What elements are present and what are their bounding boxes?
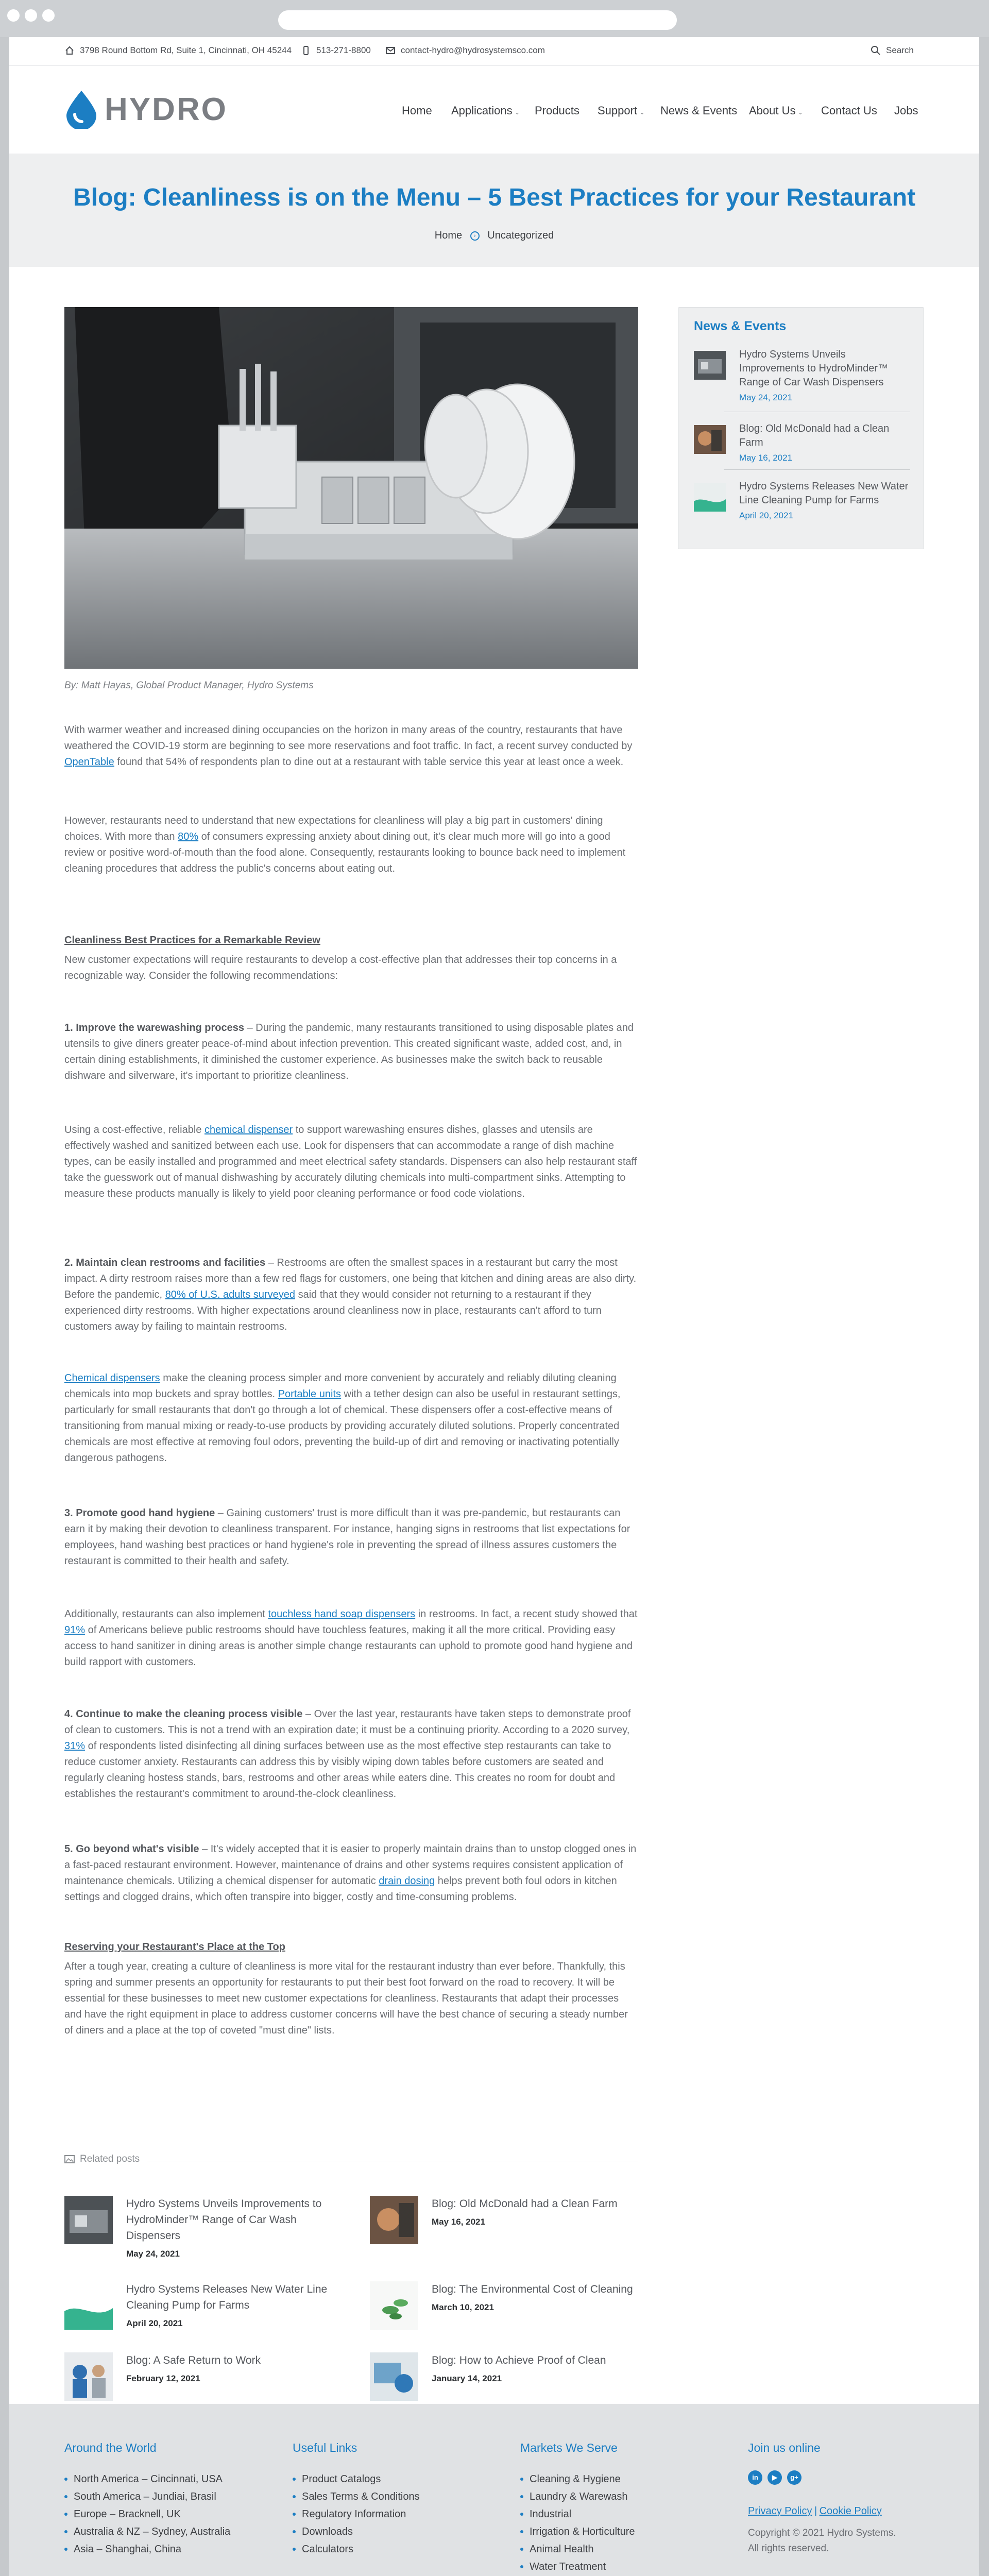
address-item: [64, 45, 292, 56]
chemical-dispensers-link[interactable]: Chemical dispensers: [64, 1372, 160, 1384]
social-links: [748, 2470, 896, 2485]
phone-item[interactable]: [301, 45, 371, 56]
page-title: Blog: Cleanliness is on the Menu – 5 Best Practices for your Restaurant: [73, 184, 916, 211]
email-text: contact-hydro@hydrosystemsco.com: [401, 45, 545, 55]
post-date: May 24, 2021: [126, 2249, 180, 2259]
footer-heading: Around the World: [64, 2441, 157, 2454]
search-button[interactable]: [871, 45, 914, 56]
footer-link[interactable]: Irrigation & Horticulture: [520, 2523, 635, 2540]
nav-contact-us[interactable]: Contact Us: [821, 104, 877, 117]
widget-title: News & Events: [694, 319, 787, 333]
post-date: January 14, 2021: [432, 2374, 502, 2383]
footer-link[interactable]: Product Catalogs: [293, 2470, 420, 2488]
address-text: 3798 Round Bottom Rd, Suite 1, Cincinnati, OH 45244: [80, 45, 292, 55]
address-bar[interactable]: [278, 10, 677, 30]
post-title[interactable]: Blog: A Safe Return to Work: [126, 2354, 261, 2366]
post-title[interactable]: Blog: The Environmental Cost of Cleaning: [432, 2283, 633, 2295]
breadcrumb: [9, 230, 979, 242]
footer-link[interactable]: Laundry & Warewash: [520, 2488, 635, 2505]
window-maximize-dot[interactable]: [42, 9, 55, 22]
link-divider: |: [814, 2505, 817, 2517]
article-paragraph: 4. Continue to make the cleaning process visible – Over the last year, restaurants have taken steps to demonstrate proof of clean to customers. This is not a trend with an expiration date; it must be a continuing priority. According to a 2020 survey, 31% of respondents listed disinfecting all dining surfaces between use as the most effective step restaurants can take to reduce customer anxiety. Restaurants can address this by visibly wiping down tables before customers are seated and regularly cleaning hostess stands, bars, restrooms and other areas while eaters dine. This creates no room for doubt and establishes the restaurant's commitment to around-the-clock cleanliness.: [64, 1708, 631, 1800]
post-date: May 16, 2021: [432, 2217, 485, 2227]
news-date: April 20, 2021: [739, 511, 793, 520]
site-footer: [9, 2404, 979, 2576]
news-title[interactable]: Hydro Systems Unveils Improvements to HydroMinder™ Range of Car Wash Dispensers: [739, 349, 888, 388]
section-heading: Reserving your Restaurant's Place at the Top: [64, 1941, 285, 1953]
site-logo[interactable]: [64, 90, 228, 129]
news-date: May 24, 2021: [739, 393, 793, 402]
cookie-policy-link[interactable]: Cookie Policy: [819, 2505, 882, 2517]
post-title[interactable]: Blog: Old McDonald had a Clean Farm: [432, 2198, 618, 2210]
footer-link[interactable]: Industrial: [520, 2505, 635, 2523]
related-post[interactable]: [370, 2196, 638, 2258]
news-thumbnail: [694, 351, 726, 380]
article-paragraph: 1. Improve the warewashing process – During the pandemic, many restaurants transitioned to using disposable plates and utensils to give diners greater peace-of-mind about infection prevention. This created significant waste, added cost, and, in certain dining establishments, it diminished the customer experience. As businesses make the switch back to reusable dishware and silverware, it's important to prioritize cleanliness.: [64, 1022, 634, 1081]
footer-link[interactable]: Water Treatment: [520, 2558, 635, 2575]
opentable-link[interactable]: OpenTable: [64, 756, 114, 768]
home-icon: [64, 45, 75, 56]
youtube-icon[interactable]: ▶: [768, 2470, 782, 2485]
chevron-down-icon: ⌄: [639, 108, 645, 116]
article-paragraph: Additionally, restaurants can also implement touchless hand soap dispensers in restrooms. In fact, a recent study showed that 91% of Americans believe public restrooms should have touchless features, making it all the more critical. Providing easy access to hand sanitizer in dining areas is another simple change restaurants can uphold to promote good hand hygiene and build rapport with customers.: [64, 1608, 638, 1668]
thirty-one-percent-link[interactable]: 31%: [64, 1740, 86, 1752]
footer-heading: Useful Links: [293, 2441, 357, 2454]
post-thumbnail: [370, 2196, 418, 2244]
article-paragraph: However, restaurants need to understand that new expectations for cleanliness will play a big part in customers' dining choices. With more than 80% of consumers expressing anxiety about dining out, it's clear much more will go into a good review or positive word-of-mouth than the food alone. Consequently, restaurants looking to bounce back need to implement cleaning procedures that address the public's concerns about eating out.: [64, 815, 626, 874]
footer-link[interactable]: Europe – Bracknell, UK: [64, 2505, 230, 2523]
chevron-down-icon: ⌄: [797, 108, 804, 116]
eighty-percent-link[interactable]: 80%: [178, 831, 199, 842]
search-icon: [871, 45, 881, 56]
footer-link[interactable]: South America – Jundiai, Brasil: [64, 2488, 230, 2505]
nav-applications[interactable]: Applications ⌄: [451, 104, 520, 117]
privacy-policy-link[interactable]: Privacy Policy: [748, 2505, 812, 2517]
adults-surveyed-link[interactable]: 80% of U.S. adults surveyed: [165, 1289, 296, 1300]
email-item[interactable]: [385, 45, 545, 56]
related-post[interactable]: [370, 2281, 638, 2343]
footer-locations: [64, 2441, 230, 2558]
sidebar-news-item[interactable]: [694, 480, 910, 541]
sidebar-news-item[interactable]: [694, 348, 910, 410]
nav-news-events[interactable]: News & Events: [660, 104, 738, 117]
utility-bar: [9, 37, 979, 66]
linkedin-icon[interactable]: in: [748, 2470, 762, 2485]
post-thumbnail: [370, 2352, 418, 2401]
post-date: March 10, 2021: [432, 2302, 494, 2312]
nav-products[interactable]: Products: [535, 104, 579, 117]
window-minimize-dot[interactable]: [25, 9, 37, 22]
phone-icon: [301, 45, 311, 56]
footer-link[interactable]: Asia – Shanghai, China: [64, 2540, 230, 2558]
hero-image-dishwasher: [64, 307, 638, 669]
breadcrumb-home[interactable]: Home: [434, 230, 463, 241]
footer-heading: Join us online: [748, 2441, 821, 2454]
news-date: May 16, 2021: [739, 453, 793, 463]
article-paragraph: With warmer weather and increased dining occupancies on the horizon in many areas of the country, restaurants that have weathered the COVID-19 storm are beginning to see more reservations and foot traffic. In fact, a recent survey conducted by OpenTable found that 54% of respondents plan to dine out at a restaurant with table service this year at least once a week.: [64, 724, 633, 768]
footer-link[interactable]: Sales Terms & Conditions: [293, 2488, 420, 2505]
post-title[interactable]: Hydro Systems Unveils Improvements to HydroMinder™ Range of Car Wash Dispensers: [126, 2198, 322, 2242]
nav-support[interactable]: Support ⌄: [598, 104, 645, 117]
breadcrumb-current[interactable]: Uncategorized: [487, 230, 554, 241]
article-byline: By: Matt Hayas, Global Product Manager, Hydro Systems: [64, 680, 314, 691]
water-drop-logo-icon: [64, 90, 98, 129]
envelope-icon: [385, 45, 396, 56]
portable-units-link[interactable]: Portable units: [278, 1388, 341, 1400]
related-posts-heading: Related posts: [64, 2154, 147, 2165]
article-paragraph: 3. Promote good hand hygiene – Gaining customers' trust is more difficult than it was pre-pandemic, but restaurants can earn it by making their devotion to cleanliness transparent. For instance, hanging signs in restrooms that list expectations for employees, hand washing best practices or hand hygiene's role in preventing the spread of illness assures customers the restaurant is committed to their health and safety.: [64, 1507, 630, 1567]
image-icon: [64, 2155, 75, 2163]
footer-markets: [520, 2441, 635, 2576]
drain-dosing-link[interactable]: drain dosing: [379, 1875, 435, 1887]
footer-link[interactable]: Animal Health: [520, 2540, 635, 2558]
section-heading: Cleanliness Best Practices for a Remarkable Review: [64, 935, 320, 946]
footer-link[interactable]: Downloads: [293, 2523, 420, 2540]
browser-chrome: [0, 0, 989, 37]
post-title[interactable]: Hydro Systems Releases New Water Line Cleaning Pump for Farms: [126, 2283, 328, 2311]
footer-heading: Markets We Serve: [520, 2441, 618, 2454]
window-close-dot[interactable]: [7, 9, 20, 22]
footer-social: [748, 2441, 896, 2556]
chevron-right-icon: ›: [470, 231, 480, 241]
divider: [724, 469, 910, 470]
phone-text: 513-271-8800: [316, 45, 371, 55]
post-thumbnail: [64, 2352, 113, 2401]
chevron-down-icon: ⌄: [514, 108, 520, 116]
search-label: Search: [886, 45, 914, 55]
ninety-one-percent-link[interactable]: 91%: [64, 1624, 86, 1636]
footer-link[interactable]: Calculators: [293, 2540, 420, 2558]
sidebar-news-item[interactable]: [694, 422, 910, 484]
nav-about-us[interactable]: About Us ⌄: [749, 104, 804, 117]
article-paragraph: Chemical dispensers make the cleaning process simpler and more convenient by accurately and reliably diluting cleaning chemicals into mop buckets and spray bottles. Portable units with a tether design can also be useful in restaurant settings, particularly for small restaurants that don't go through a lot of chemical. These dispensers offer a cost-effective means of transitioning from manual mixing or ready-to-use products by providing accurately diluted solutions. Properly concentrated chemicals are most effective at removing foul odors, preventing the build-up of dirt and removing or inactivating potentially dangerous pathogens.: [64, 1372, 621, 1464]
news-title[interactable]: Hydro Systems Releases New Water Line Cleaning Pump for Farms: [739, 481, 909, 506]
post-thumbnail: [370, 2281, 418, 2330]
chemical-dispenser-link[interactable]: chemical dispenser: [204, 1124, 293, 1136]
post-date: April 20, 2021: [126, 2318, 183, 2328]
nav-home[interactable]: Home: [402, 104, 432, 117]
footer-link[interactable]: Australia & NZ – Sydney, Australia: [64, 2523, 230, 2540]
title-band: [9, 154, 979, 267]
article-paragraph: Using a cost-effective, reliable chemical dispenser to support warewashing ensures dishes, glasses and utensils are effectively washed and sanitized between each use. Look for dispensers that can accommodate a range of dish machine types, can be easily installed and programmed and meet electrical safety standards. Dispensers can also help restaurant staff take the guesswork out of manual dishwashing by accurately diluting chemicals into multi-compartment sinks. Attempting to measure these products manually is likely to yield poor cleaning performance or food code violations.: [64, 1124, 637, 1199]
related-post[interactable]: [64, 2281, 332, 2343]
logo-wordmark: HYDRO: [105, 91, 228, 127]
article-paragraph: New customer expectations will require restaurants to develop a cost-effective plan that addresses their top concerns in a recognizable way. Consider the following recommendations:: [64, 954, 617, 981]
footer-useful-links: [293, 2441, 420, 2558]
news-thumbnail: [694, 425, 726, 454]
article-paragraph: 5. Go beyond what's visible – It's widely accepted that it is easier to properly maintain drains than to unstop clogged ones in a fast-paced restaurant environment. However, maintenance of drains and other systems requires consistent application of maintenance chemicals. Utilizing a chemical dispenser for automatic drain dosing helps prevent both foul odors in kitchen settings and clogged drains, which often transpire into bigger, costly and time-consuming problems.: [64, 1843, 637, 1903]
nav-jobs[interactable]: Jobs: [894, 104, 918, 117]
web-page: [9, 37, 979, 2576]
touchless-soap-link[interactable]: touchless hand soap dispensers: [268, 1608, 416, 1620]
rights-text: All rights reserved.: [748, 2543, 829, 2554]
google-plus-icon[interactable]: g+: [787, 2470, 802, 2485]
post-title[interactable]: Blog: How to Achieve Proof of Clean: [432, 2354, 606, 2366]
footer-link[interactable]: Regulatory Information: [293, 2505, 420, 2523]
footer-link[interactable]: North America – Cincinnati, USA: [64, 2470, 230, 2488]
post-thumbnail: [64, 2281, 113, 2330]
footer-link[interactable]: Cleaning & Hygiene: [520, 2470, 635, 2488]
article-paragraph: 2. Maintain clean restrooms and facilities – Restrooms are often the smallest spaces in a restaurant but carry the most impact. A dirty restroom raises more than a few red flags for customers, one being that kitchen and dining areas are also dirty. Before the pandemic, 80% of U.S. adults surveyed said that they would consider not returning to a restaurant if they experienced dirty restrooms. With higher expectations around cleanliness now in place, restaurants can't afford to turn customers away by failing to maintain restrooms.: [64, 1257, 637, 1332]
news-title[interactable]: Blog: Old McDonald had a Clean Farm: [739, 423, 890, 448]
post-thumbnail: [64, 2196, 113, 2244]
post-date: February 12, 2021: [126, 2374, 200, 2383]
news-events-widget: [678, 307, 924, 549]
news-thumbnail: [694, 483, 726, 512]
article-paragraph: After a tough year, creating a culture of cleanliness is more vital for the restaurant industry than ever before. Thankfully, this spring and summer presents an opportunity for restaurants to put their best foot forward on the road to recovery. It will be essential for these businesses to meet new customer expectations for cleanliness. Restaurants that adapt their processes and have the right equipment in place to address customer concerns will have the best chance of securing a steady number of diners and a place at the top of coveted "must dine" lists.: [64, 1961, 628, 2036]
copyright-text: Copyright © 2021 Hydro Systems.: [748, 2528, 896, 2538]
related-post[interactable]: [64, 2196, 332, 2258]
